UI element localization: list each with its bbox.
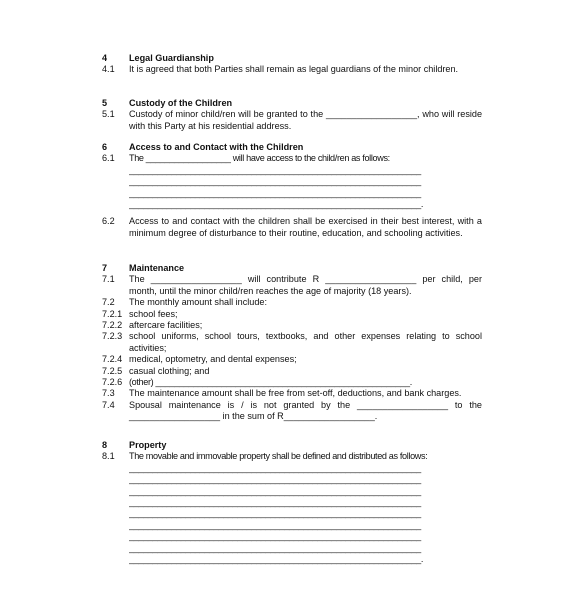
section-property — [102, 440, 482, 565]
blank-line: ______________________________________________________________ — [129, 474, 421, 485]
section-heading — [102, 142, 482, 153]
section-number: 6 — [102, 142, 108, 152]
clause-number: 7.2.6 — [102, 377, 123, 388]
section-number: 5 — [102, 98, 108, 108]
clause — [102, 297, 482, 308]
blank-line: ______________________________________________________________ — [129, 508, 421, 519]
clause — [102, 153, 482, 210]
blank-line: ______________________________________________________________ — [129, 485, 421, 496]
section-number: 4 — [102, 53, 108, 63]
clause-text: The maintenance amount shall be free from set-off, deductions, and bank charges. — [129, 388, 462, 399]
blank-line: ______________________________________________________________. — [129, 198, 424, 209]
section-number: 8 — [102, 440, 108, 450]
clause-text: (other) ______________________________________________________. — [129, 377, 412, 388]
section-heading — [102, 53, 482, 64]
clause-text: aftercare facilities; — [129, 320, 203, 331]
clause-number: 7.2.1 — [102, 308, 123, 319]
section-number: 7 — [102, 263, 108, 273]
blank-line: ______________________________________________________________ — [129, 519, 421, 530]
section-access-contact — [102, 142, 482, 239]
clause-text: Access to and contact with the children shall be exercised in their best interest, with a minimum degree of disturbance to their routine, education, and schooling activities. — [129, 216, 482, 238]
blank-line: ______________________________________________________________ — [129, 462, 421, 473]
section-title: Property — [129, 440, 167, 450]
clause-text: The __________________ will have access to the child/ren as follows: — [129, 153, 390, 164]
clause-body — [129, 451, 482, 565]
clause — [102, 216, 482, 239]
clause-number: 7.2.5 — [102, 365, 123, 376]
sub-clause — [102, 331, 482, 354]
clause — [102, 109, 482, 132]
blank-line: ______________________________________________________________. — [129, 553, 424, 564]
clause-number: 7.1 — [102, 274, 115, 285]
clause-text: medical, optometry, and dental expenses; — [129, 354, 297, 365]
clause-number: 8.1 — [102, 451, 115, 462]
blank-line: ______________________________________________________________ — [129, 496, 421, 507]
blank-line: ______________________________________________________________ — [129, 187, 421, 198]
section-custody — [102, 98, 482, 132]
clause — [102, 64, 482, 75]
section-heading — [102, 440, 482, 451]
section-title: Custody of the Children — [129, 98, 233, 108]
clause — [102, 451, 482, 565]
clause-number: 6.1 — [102, 153, 115, 164]
blank-line: ______________________________________________________________ — [129, 531, 421, 542]
blank-line: ______________________________________________________________ — [129, 176, 421, 187]
clause-number: 5.1 — [102, 109, 115, 120]
sub-clause — [102, 354, 482, 365]
clause-number: 7.4 — [102, 399, 115, 410]
clause-text: The movable and immovable property shall be defined and distributed as follows: — [129, 451, 428, 462]
clause-text: school uniforms, school tours, textbooks, and other expenses relating to school activities; — [129, 331, 482, 353]
section-title: Legal Guardianship — [129, 53, 214, 63]
section-heading — [102, 263, 482, 274]
section-title: Access to and Contact with the Children — [129, 142, 304, 152]
clause — [102, 274, 482, 297]
clause-text: Spousal maintenance is / is not granted by the __________________ to the __________________ in the sum of R__________________. — [129, 399, 482, 422]
clause — [102, 400, 482, 423]
clause-text: Custody of minor child/ren will be granted to the __________________, who will reside with this Party at his residential address. — [129, 109, 482, 131]
clause-body — [129, 153, 482, 210]
sub-clause — [102, 320, 482, 331]
clause-number: 7.2 — [102, 297, 115, 308]
blank-line: ______________________________________________________________ — [129, 164, 421, 175]
section-legal-guardianship — [102, 53, 482, 76]
clause-text: school fees; — [129, 308, 178, 319]
section-maintenance — [102, 263, 482, 423]
clause-text: The monthly amount shall include: — [129, 297, 267, 308]
clause-text: The __________________ will contribute R __________________ per child, per month, until the minor child/ren reaches the age of majority (18 years). — [129, 274, 482, 296]
clause-number: 6.2 — [102, 216, 115, 227]
blank-line: ______________________________________________________________ — [129, 542, 421, 553]
section-title: Maintenance — [129, 263, 185, 273]
clause-number: 7.2.2 — [102, 320, 123, 331]
sub-clause — [102, 377, 482, 388]
clause — [102, 388, 482, 399]
clause-number: 4.1 — [102, 64, 115, 75]
section-heading — [102, 98, 482, 109]
sub-clause — [102, 366, 482, 377]
clause-text: It is agreed that both Parties shall remain as legal guardians of the minor children. — [129, 64, 459, 75]
clause-number: 7.3 — [102, 388, 115, 399]
sub-clause — [102, 309, 482, 320]
clause-text: casual clothing; and — [129, 365, 210, 376]
clause-number: 7.2.4 — [102, 354, 123, 365]
clause-number: 7.2.3 — [102, 331, 123, 342]
